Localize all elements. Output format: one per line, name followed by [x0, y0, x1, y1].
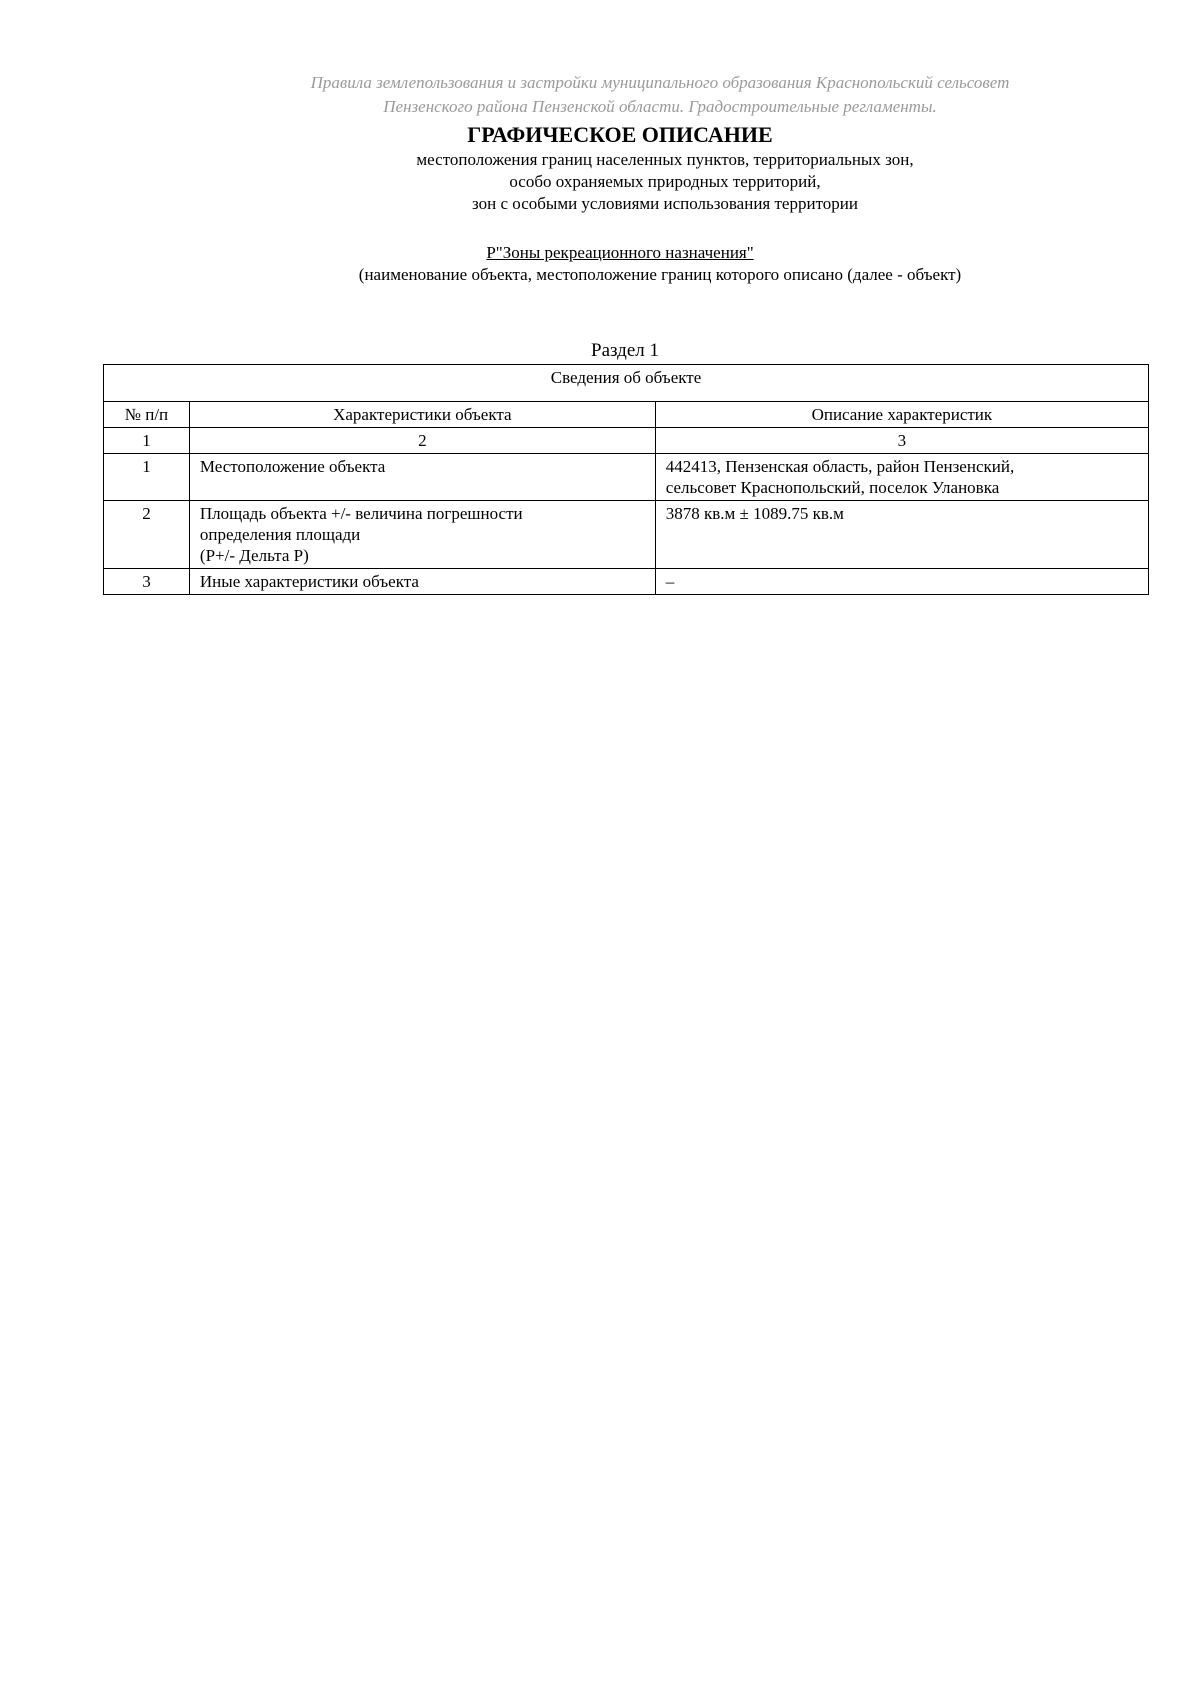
row-name-line-3: (Р+/- Дельта Р)	[199, 546, 309, 565]
numbering-cell: 3	[655, 428, 1148, 454]
row-num: 1	[104, 454, 190, 501]
row-value-line-1: 442413, Пензенская область, район Пензенский,	[665, 457, 1015, 476]
row-name-line-1: Площадь объекта +/- величина погрешности	[199, 504, 523, 523]
numbering-cell: 1	[104, 428, 190, 454]
row-name-line-2: определения площади	[199, 525, 361, 544]
row-value: –	[655, 569, 1148, 595]
table-row	[104, 501, 1149, 569]
subtitle-line-1: местоположения границ населенных пунктов, территориальных зон,	[416, 150, 914, 169]
row-num: 3	[104, 569, 190, 595]
document-header-line-2: Пензенского района Пензенской области. Градостроительные регламенты.	[383, 97, 937, 116]
header-num: № п/п	[104, 402, 190, 428]
object-name-text: Р"Зоны рекреационного назначения"	[486, 243, 754, 262]
numbering-cell: 2	[189, 428, 655, 454]
object-name-note: (наименование объекта, местоположение границ которого описано (далее - объект)	[358, 265, 962, 284]
table-caption-row	[104, 365, 1149, 402]
document-title: ГРАФИЧЕСКОЕ ОПИСАНИЕ	[467, 122, 773, 147]
table-numbering-row	[104, 428, 1149, 454]
object-name	[0, 242, 1200, 264]
row-value	[655, 454, 1148, 501]
subtitle-line-3: зон с особыми условиями использования территории	[472, 194, 858, 213]
header-description: Описание характеристик	[655, 402, 1148, 428]
document-header-line-1: Правила землепользования и застройки муниципального образования Краснопольский сельсовет	[310, 73, 1010, 92]
table-header-row	[104, 402, 1149, 428]
row-value: 3878 кв.м ± 1089.75 кв.м	[655, 501, 1148, 569]
row-num: 2	[104, 501, 190, 569]
row-name: Иные характеристики объекта	[189, 569, 655, 595]
header-characteristics: Характеристики объекта	[189, 402, 655, 428]
table-row	[104, 454, 1149, 501]
object-info-table	[103, 364, 1149, 595]
row-name	[189, 501, 655, 569]
subtitle-line-2: особо охраняемых природных территорий,	[509, 172, 821, 191]
section-title: Раздел 1	[591, 340, 659, 361]
row-name: Местоположение объекта	[189, 454, 655, 501]
row-value-line-2: сельсовет Краснопольский, поселок Улановка	[665, 478, 1000, 497]
table-row	[104, 569, 1149, 595]
table-caption: Сведения об объекте	[104, 365, 1149, 402]
